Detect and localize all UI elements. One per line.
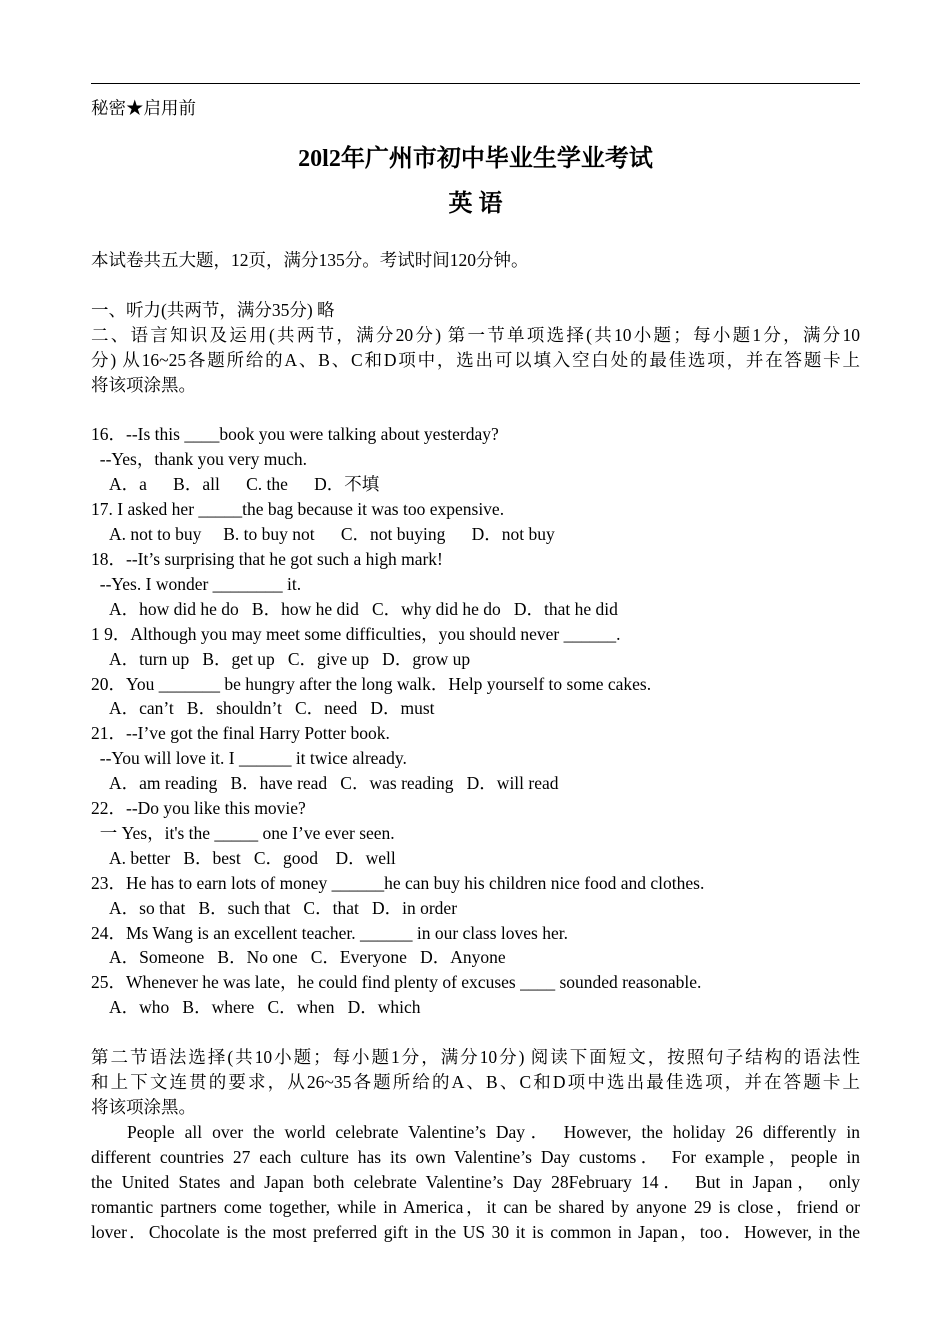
secret-label: 秘密★启用前 [91,98,196,118]
question-22 [91,796,860,871]
question-stem: 1 9．Although you may meet some difficulties，you should never ______. [91,623,621,644]
question-23 [91,871,860,921]
reading-passage [91,1120,860,1245]
grammar-instruction-line: 将该项涂黑。 [91,1097,196,1117]
section-2-line: 将该项涂黑。 [91,374,196,395]
question-options: A. not to buy B. to buy not C．not buying D．not buy [109,524,555,545]
passage-line: lover．Chocolate is the most preferred gift in the US 30 it is common in Japan，too．However, in the [91,1221,860,1242]
grammar-section-instructions [91,1045,860,1120]
grammar-instruction-line: 第二节语法选择(共10小题；每小题1分，满分10分) 阅读下面短文，按照句子结构的语法性 [91,1047,860,1068]
question-18 [91,547,860,622]
section-1-heading: 一、听力(共两节，满分35分) 略 [91,299,335,320]
question-stem: 18．--It’s surprising that he got such a high mark! [91,548,443,569]
question-24 [91,921,860,971]
question-17 [91,497,860,547]
question-options: A．can’t B．shouldn’t C．need D．must [109,698,435,719]
question-stem: 23．He has to earn lots of money ______he can buy his children nice food and clothes. [91,872,705,893]
grammar-instruction-line: 和上下文连贯的要求，从26~35各题所给的A、B、C和D项中选出最佳选项，并在答题卡上 [91,1072,860,1093]
question-21 [91,721,860,796]
exam-intro: 本试卷共五大题，12页，满分135分。考试时间120分钟。 [91,249,529,270]
question-20 [91,672,860,722]
question-stem: 21．--I’ve got the final Harry Potter book. [91,723,390,744]
question-stem: --Yes，thank you very much. [91,449,307,470]
question-16 [91,422,860,497]
section-instructions [91,298,860,398]
question-stem: 25．Whenever he was late，he could find plenty of excuses ____ sounded reasonable. [91,972,702,993]
question-stem: 24．Ms Wang is an excellent teacher. ______ in our class loves her. [91,922,568,943]
passage-line: different countries 27 each culture has its own Valentine’s Day customs． For example，people in [91,1146,860,1167]
question-options: A．so that B．such that C．that D．in order [109,897,458,918]
question-stem: --Yes. I wonder ________ it. [91,573,302,594]
section-2-line: 二、语言知识及运用(共两节，满分20分) 第一节单项选择(共10小题；每小题1分，满分10 [91,324,860,345]
exam-title: 20l2年广州市初中毕业生学业考试 [298,145,653,172]
question-stem: --You will love it. I ______ it twice already. [91,748,407,769]
exam-page [91,96,860,1244]
passage-line: the United States and Japan both celebrate Valentine’s Day 28February 14． But in Japan， only [91,1171,860,1192]
question-stem: 22．--Do you like this movie? [91,798,306,819]
question-stem: 16．--Is this ____book you were talking about yesterday? [91,424,499,445]
question-list [91,422,860,1020]
section-2-line: 分) 从16~25各题所给的A、B、C和D项中，选出可以填入空白处的最佳选项，并在答题卡上 [91,349,860,370]
question-stem: 17. I asked her _____the bag because it was too expensive. [91,499,505,520]
question-25 [91,970,860,1020]
question-options: A．a B．all C. the D．不填 [109,474,380,495]
question-options: A．who B．where C．when D．which [109,997,421,1018]
question-19 [91,622,860,672]
question-options: A. better B．best C．good D．well [109,847,396,868]
question-options: A．Someone B．No one C．Everyone D．Anyone [109,947,506,968]
question-options: A．turn up B．get up C．give up D．grow up [109,648,471,669]
passage-line: People all over the world celebrate Valentine’s Day． However, the holiday 26 differently in [127,1121,860,1142]
subject-title: 英 语 [448,190,503,217]
question-stem: 一 Yes，it's the _____ one I’ve ever seen. [91,822,395,843]
top-rule [91,83,860,84]
passage-line: romantic partners come together, while in America，it can be shared by anyone 29 is close，friend or [91,1196,860,1217]
question-stem: 20．You _______ be hungry after the long walk．Help yourself to some cakes. [91,673,652,694]
question-options: A．how did he do B．how he did C．why did he do D．that he did [109,598,618,619]
question-options: A．am reading B．have read C．was reading D．will read [109,773,559,794]
